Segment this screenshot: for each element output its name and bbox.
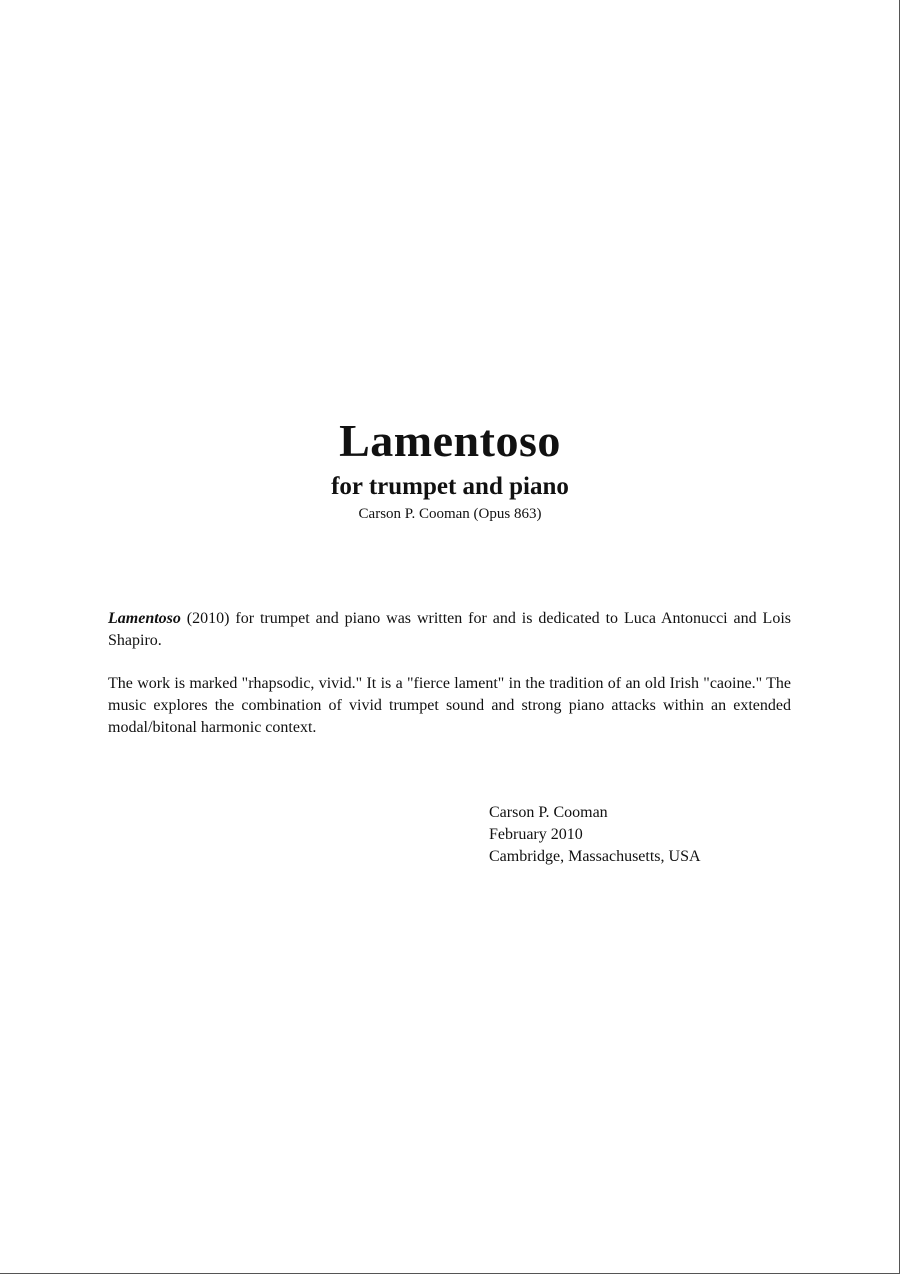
signature-block (489, 802, 701, 868)
title-block (0, 414, 900, 524)
notes-paragraph-1-text: (2010) for trumpet and piano was written for and is dedicated to Luca Antonucci and Lois Shapiro. (108, 610, 791, 649)
page-title: Lamentoso (339, 415, 561, 466)
signature-name: Carson P. Cooman (489, 804, 608, 821)
composer-line: Carson P. Cooman (Opus 863) (358, 506, 542, 522)
program-notes (108, 608, 791, 760)
work-name: Lamentoso (108, 610, 181, 627)
signature-place: Cambridge, Massachusetts, USA (489, 848, 701, 865)
signature-date: February 2010 (489, 826, 583, 843)
notes-paragraph-1 (108, 608, 791, 652)
page-subtitle: for trumpet and piano (331, 473, 569, 500)
notes-paragraph-2: The work is marked "rhapsodic, vivid." It is a "fierce lament" in the tradition of an old Irish "caoine." The music explores the combination of vivid trumpet sound and strong piano attacks within an extended modal/bitonal harmonic context. (108, 675, 791, 736)
